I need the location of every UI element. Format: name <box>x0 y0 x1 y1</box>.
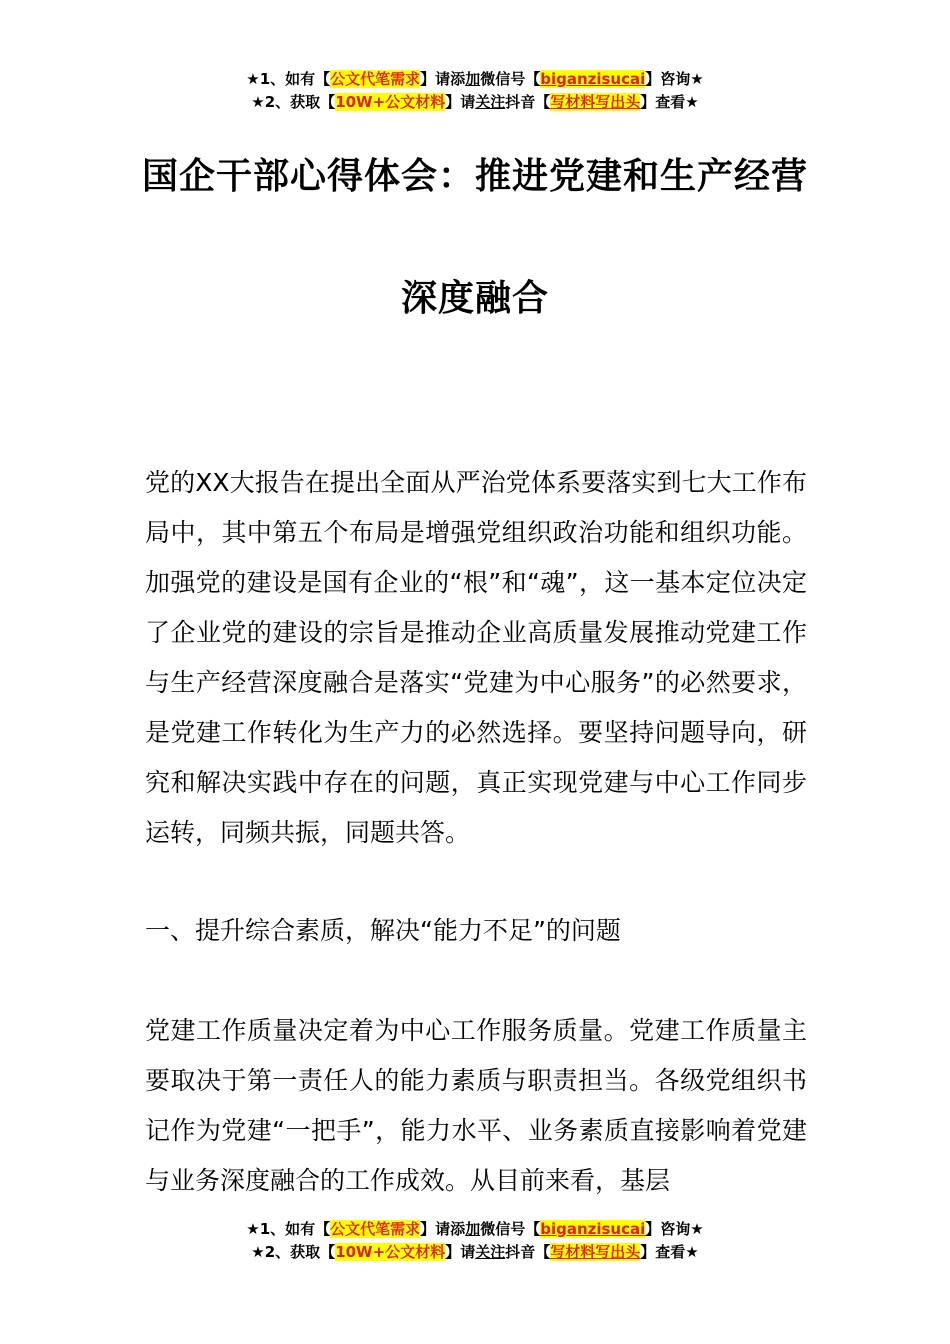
promo-footer-line-2-underlined: 关注 <box>475 1243 506 1261</box>
promo-wechat-id-link[interactable]: biganzisucai <box>540 70 646 88</box>
promo-line-1-mid: 】请添 <box>420 70 466 88</box>
promo-footer-line-1-mid2: 微信号【 <box>480 1220 541 1238</box>
promo-footer-materials-highlight: 10W+公文材料 <box>335 1243 446 1261</box>
promo-footer-line-1 <box>0 1218 950 1241</box>
promo-footer-line-1-suffix: 】咨询★ <box>645 1220 704 1238</box>
document-title-line-2: 深度融合 <box>400 278 549 319</box>
promo-header <box>0 68 950 114</box>
promo-ghostwriting-highlight: 公文代笔需求 <box>330 70 421 88</box>
promo-footer-line-2-mid2: 抖音【 <box>505 1243 551 1261</box>
promo-footer-line-2-mid: 】请 <box>445 1243 476 1261</box>
promo-footer-ghostwriting-highlight: 公文代笔需求 <box>330 1220 421 1238</box>
promo-douyin-account-link[interactable]: 写材料写出头 <box>550 93 641 111</box>
promo-line-1-suffix: 】咨询★ <box>645 70 704 88</box>
promo-footer-line-2 <box>0 1241 950 1264</box>
promo-line-2-mid: 】请 <box>445 93 476 111</box>
promo-footer <box>0 1218 950 1264</box>
promo-footer-line-2-suffix: 】查看★ <box>640 1243 699 1261</box>
promo-footer-line-2-prefix: ★2、获取【 <box>251 1243 336 1261</box>
promo-footer-line-1-mid: 】请添 <box>420 1220 466 1238</box>
promo-line-2 <box>0 91 950 114</box>
promo-line-1-prefix: ★1、如有【 <box>246 70 331 88</box>
section-heading-1: 一、提升综合素质，解决“能力不足”的问题 <box>145 916 621 945</box>
promo-materials-highlight: 10W+公文材料 <box>335 93 446 111</box>
promo-footer-line-1-underlined: 加 <box>465 1220 481 1238</box>
promo-line-2-underlined: 关注 <box>475 93 506 111</box>
promo-footer-line-1-prefix: ★1、如有【 <box>246 1220 331 1238</box>
promo-line-2-prefix: ★2、获取【 <box>251 93 336 111</box>
promo-line-2-suffix: 】查看★ <box>640 93 699 111</box>
promo-line-1 <box>0 68 950 91</box>
promo-footer-wechat-id-link[interactable]: biganzisucai <box>540 1220 646 1238</box>
promo-footer-douyin-account-link[interactable]: 写材料写出头 <box>550 1243 641 1261</box>
document-title-line-1: 国企干部心得体会：推进党建和生产经营 <box>141 156 808 197</box>
body-paragraph-1: 党的XX大报告在提出全面从严治党体系要落实到七大工作布局中，其中第五个布局是增强党组织政治功能和组织功能。加强党的建设是国有企业的“根”和“魂”，这一基本定位决定了企业党的建设的宗旨是推动企业高质量发展推动党建工作与生产经营深度融合是落实“党建为中心服务”的必然要求，是党建工作转化为生产力的必然选择。要坚持问题导向，研究和解决实践中存在的问题，真正实现党建与中心工作同步运转，同频共振，同题共答。 <box>145 468 807 847</box>
body-paragraph-2: 党建工作质量决定着为中心工作服务质量。党建工作质量主要取决于第一责任人的能力素质与职责担当。各级党组织书记作为党建“一把手”，能力水平、业务素质直接影响着党建与业务深度融合的工作成效。从目前来看，基层 <box>145 1016 807 1195</box>
promo-line-1-mid2: 微信号【 <box>480 70 541 88</box>
promo-line-2-mid2: 抖音【 <box>505 93 551 111</box>
promo-line-1-underlined: 加 <box>465 70 481 88</box>
